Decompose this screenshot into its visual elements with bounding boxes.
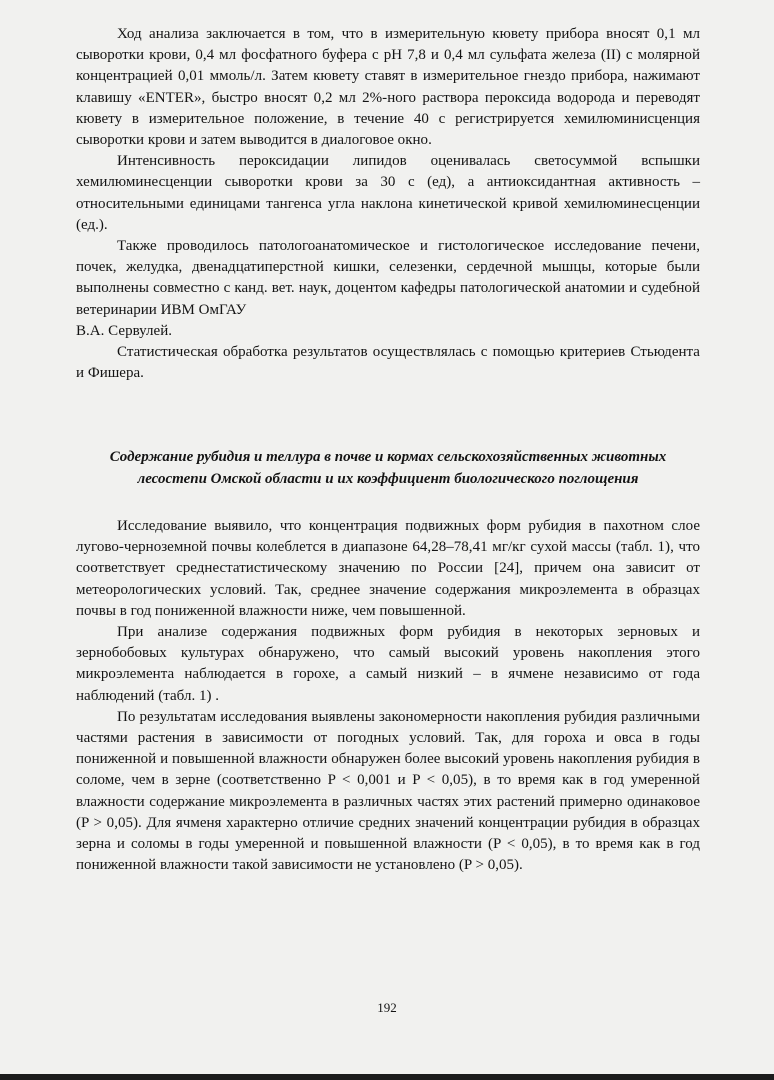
paragraph-histology-author: В.А. Сервулей. bbox=[76, 322, 173, 339]
paragraph-rubidium-crops: При анализе содержания подвижных форм рубидия в некоторых зерновых и зернобобовых культурах обнаружено, что самый высокий уровень накопления этого микроэлемента наблюдается в горохе, а самый низкий – в ячмене независимо от года наблюдений (табл. 1) . bbox=[76, 624, 700, 704]
paragraph-rubidium-soil: Исследование выявило, что концентрация подвижных форм рубидия в пахотном слое лугово-черноземной почвы колеблется в диапазоне 64,28–78,41 мг/кг сухой массы (табл. 1), что соответствует среднестатистическому значению по России [24], причем она зависит от метеорологических условий. Так, среднее значение содержания микроэлемента в образцах почвы в год пониженной влажности ниже, чем повышенной. bbox=[76, 518, 700, 619]
results-text-block bbox=[76, 516, 700, 876]
paragraph-rubidium-plant-parts: По результатам исследования выявлены закономерности накопления рубидия различными частями растения в зависимости от погодных условий. Так, для гороха и овса в годы пониженной и повышенной влажности обнаружен более высокий уровень накопления рубидия в соломе, чем в зерне (соответственно P < 0,001 и P < 0,05), в то время как в год умеренной влажности содержание микроэлемента в различных частях этих растений примерно одинаковое (P > 0,05). Для ячменя характерно отличие средних значений концентрации рубидия в образцах зерна и соломы в годы умеренной и повышенной влажности (P < 0,05), в то время как в год пониженной влажности такой зависимости не установлено (P > 0,05). bbox=[76, 708, 700, 874]
section-heading: Содержание рубидия и теллура в почве и кормах сельскохозяйственных животных лесостепи Омской области и их коэффициент биологического поглощения bbox=[109, 449, 667, 487]
scan-bottom-edge bbox=[0, 1074, 774, 1080]
paragraph-histology-study: Также проводилось патологоанатомическое и гистологическое исследование печени, почек, желудка, двенадцатиперстной кишки, селезенки, сердечной мышцы, которые были выполнены совместно с канд. вет. наук, доцентом кафедры патологической анатомии и судебной ветеринарии ИВМ ОмГАУ bbox=[76, 238, 700, 318]
paragraph-statistics: Статистическая обработка результатов осуществлялась с помощью критериев Стьюдента и Фишера. bbox=[76, 344, 700, 382]
paragraph-peroxidation-intensity: Интенсивность пероксидации липидов оценивалась светосуммой вспышки хемилюминесценции сыворотки крови за 30 с (ед), а антиоксидантная активность – относительными единицами тангенса угла наклона кинетической кривой хемилюминесценции (ед.). bbox=[76, 153, 700, 233]
page-number: 192 bbox=[377, 1000, 397, 1015]
intro-text-block bbox=[76, 24, 700, 384]
paragraph-analysis-procedure: Ход анализа заключается в том, что в измерительную кювету прибора вносят 0,1 мл сыворотки крови, 0,4 мл фосфатного буфера с pH 7,8 и 0,4 мл сульфата железа (II) с молярной концентрацией 0,01 ммоль/л. Затем кювету ставят в измерительное гнездо прибора, нажимают клавишу «ENTER», быстро вносят 0,2 мл 2%-ного раствора пероксида водорода и переводят кювету в измерительное положение, в течение 40 с регистрируется хемилюминисценция сыворотки крови и затем выводится в диалоговое окно. bbox=[76, 26, 700, 149]
